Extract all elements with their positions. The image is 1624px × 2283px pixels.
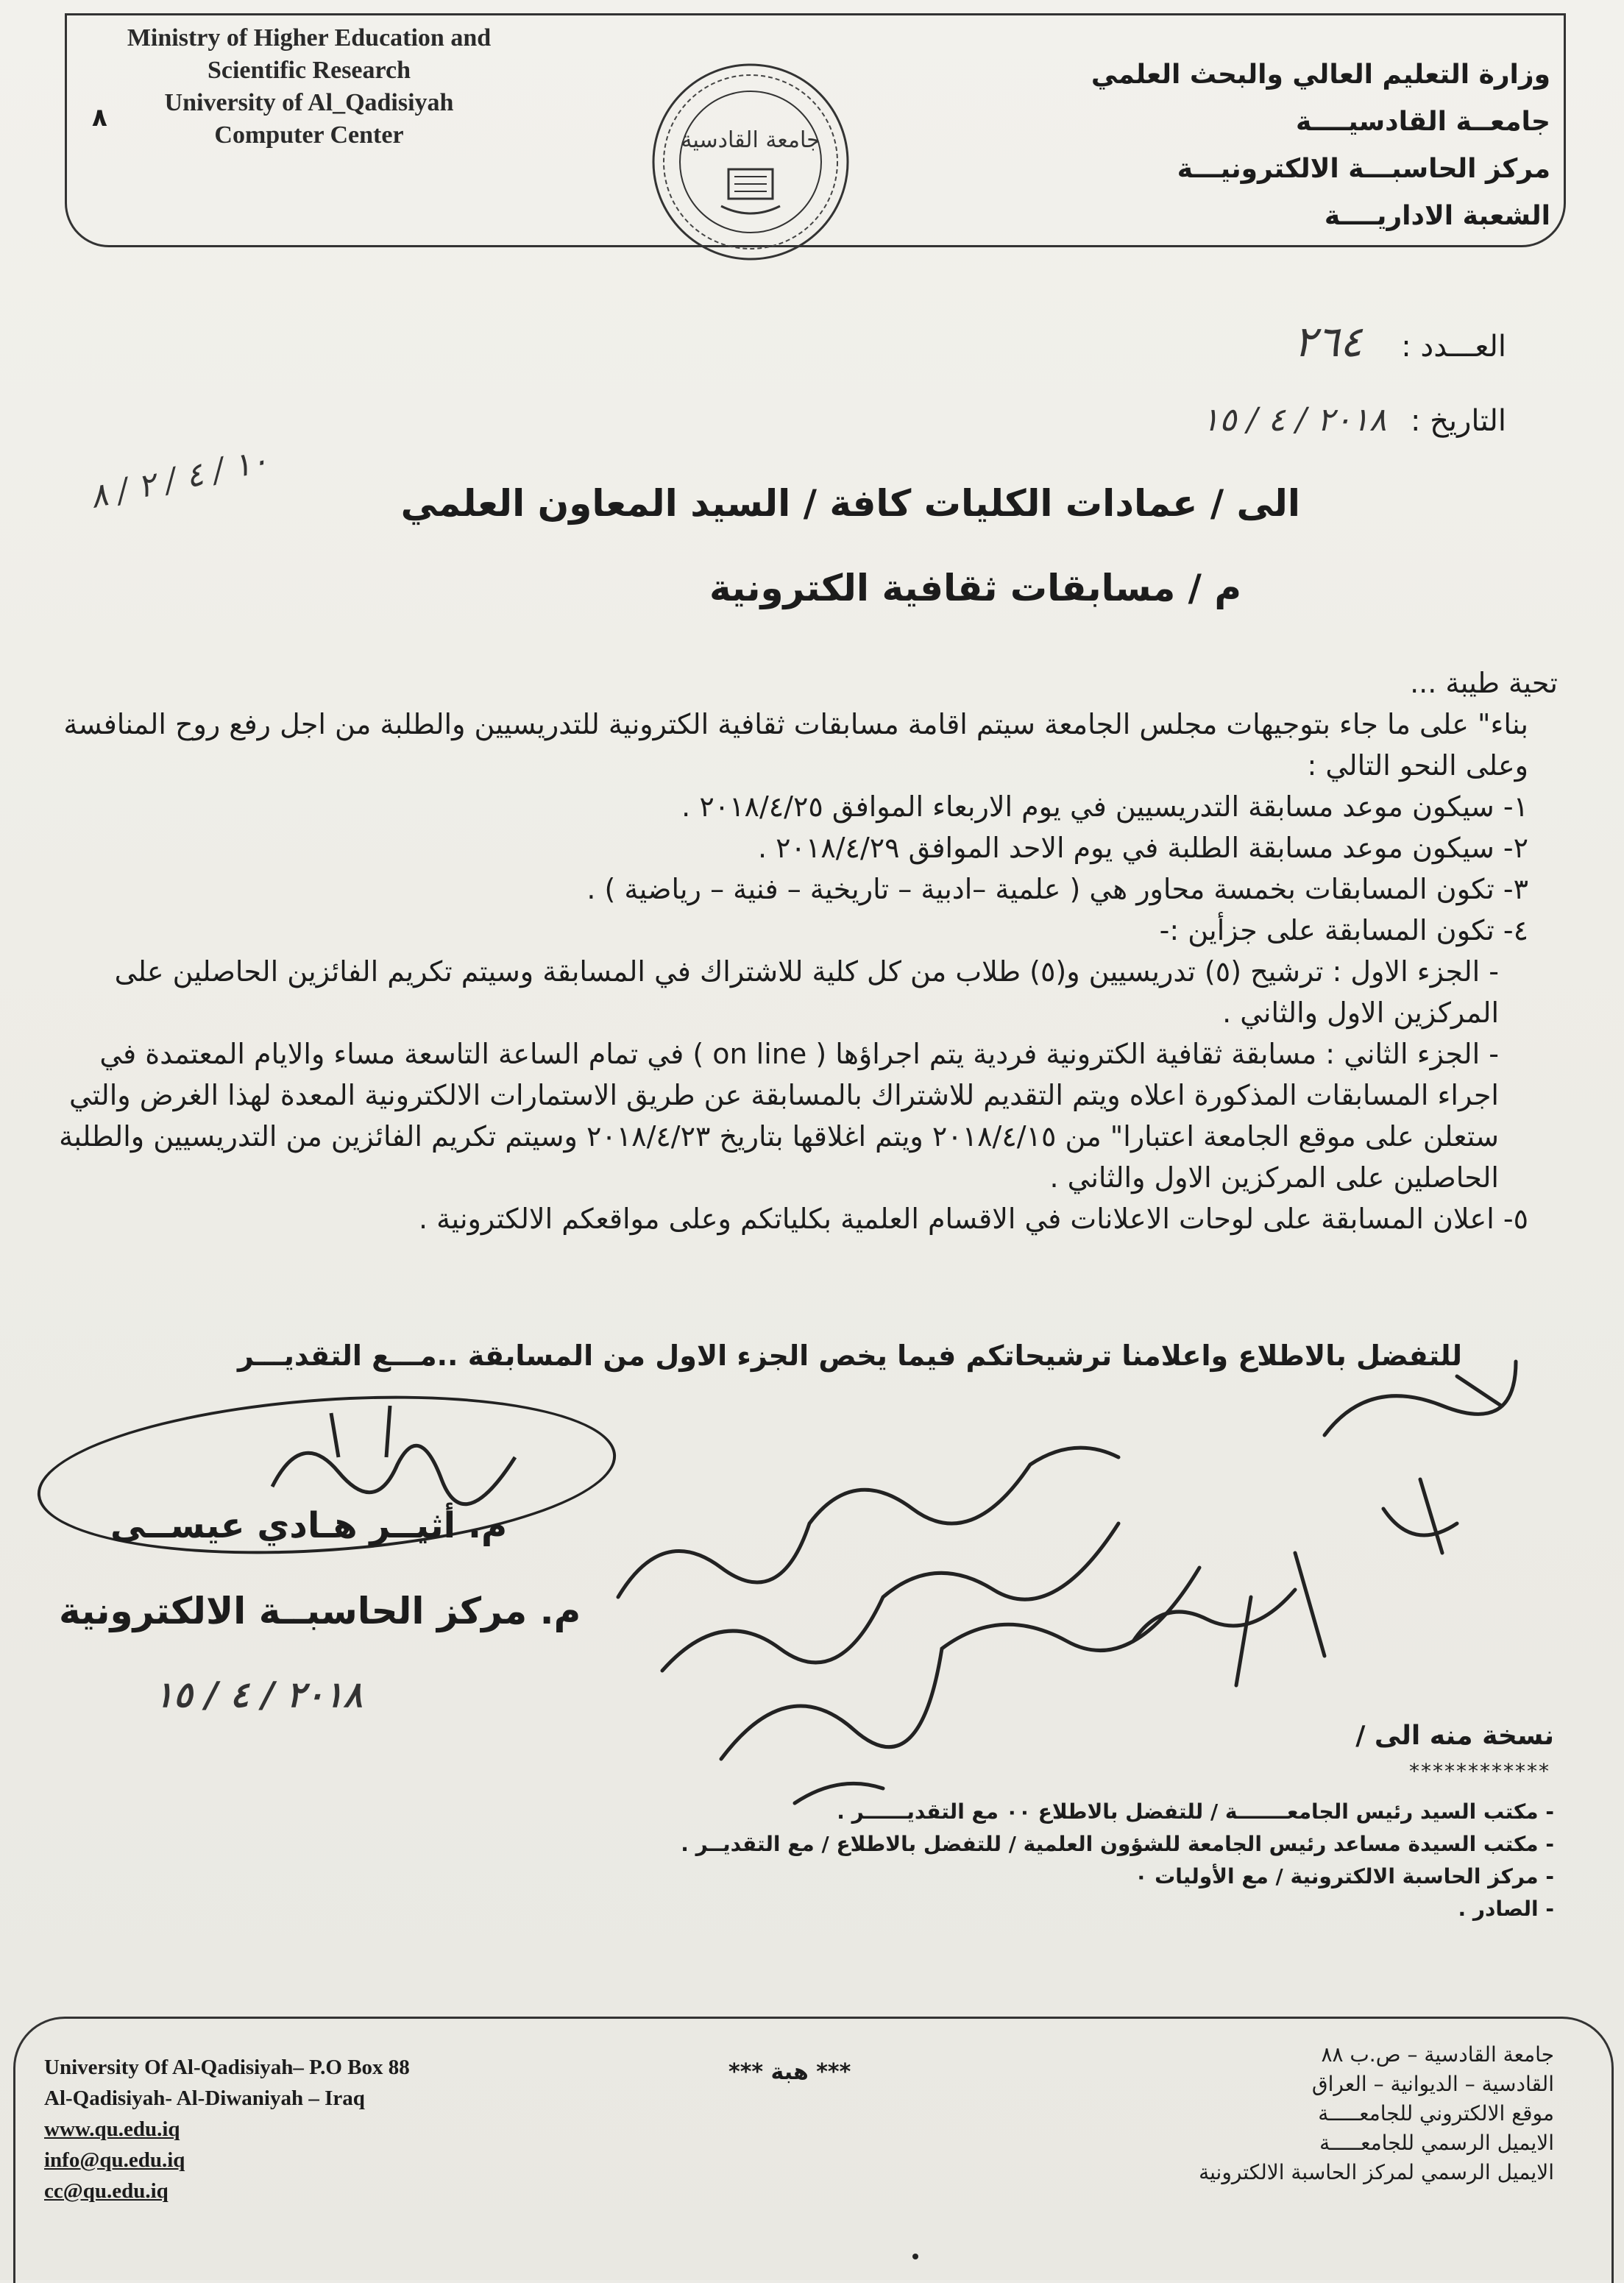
footer-english — [44, 2052, 410, 2206]
section-ar: الشعبة الاداريــــة — [1324, 201, 1550, 231]
signatory-name: م. أثيــر هـادي عيســى — [110, 1505, 508, 1546]
number-value: ٢٦٤ — [1294, 316, 1363, 367]
letter-body — [49, 662, 1558, 1239]
seal-text: جامعة القادسية — [681, 127, 820, 153]
footer-email-link[interactable]: info@qu.edu.iq — [44, 2148, 185, 2172]
number-label: العـــدد : — [1401, 330, 1506, 364]
arabic-letterhead — [888, 52, 1550, 240]
intro-paragraph: بناء" على ما جاء بتوجيهات مجلس الجامعة سيتم اقامة مسابقات ثقافية الكترونية للتدريسيين والطلبة من اجل رفع روح المنافسة وعلى النحو التالي : — [63, 708, 1528, 782]
addressee: الى / عمادات الكليات كافة / السيد المعاون العلمي — [400, 482, 1300, 525]
copy-recipient: - مكتب السيد رئيس الجامعـــــــة / للتفضل بالاطلاع ٠٠ مع التقديــــــر . — [837, 1799, 1554, 1824]
date-label: التاريخ : — [1410, 404, 1506, 438]
list-item: ٢- سيكون موعد مسابقة الطلبة في يوم الاحد الموافق ٢٠١٨/٤/٢٩ . — [757, 832, 1528, 864]
university-en: University of Al_Qadisiyah — [164, 89, 454, 116]
footer-ar-line: القادسية – الديوانية – العراق — [1311, 2072, 1554, 2096]
footer-center-text: *** هبة *** — [728, 2059, 851, 2085]
footer-website-link[interactable]: www.qu.edu.iq — [44, 2117, 180, 2141]
footer-email-link[interactable]: cc@qu.edu.iq — [44, 2179, 169, 2203]
list-item: ٤- تكون المسابقة على جزأين :- — [1159, 914, 1528, 946]
copies-list — [681, 1796, 1554, 1925]
letter-number — [1294, 316, 1506, 367]
ministry-en: Ministry of Higher Education and — [127, 24, 492, 52]
ministry-ar: وزارة التعليم العالي والبحث العلمي — [1091, 60, 1550, 90]
footer-arabic — [1199, 2040, 1554, 2187]
footer-ar-line: جامعة القادسية – ص.ب ٨٨ — [1321, 2042, 1554, 2067]
center-ar: مركز الحاسبـــة الالكترونيـــة — [1177, 154, 1550, 184]
letterhead-mark: ٨ — [92, 103, 107, 132]
decorative-dot — [912, 2254, 918, 2259]
center-en: Computer Center — [214, 121, 404, 149]
margin-handwriting: ١٠ / ٤ / ٢ / ٨ — [86, 441, 272, 517]
list-item: ٣- تكون المسابقات بخمسة محاور هي ( علمية –ادبية – تاريخية – فنية – رياضية ) . — [586, 873, 1528, 905]
list-item: ٥- اعلان المسابقة على لوحات الاعلانات في الاقسام العلمية بكلياتكم وعلى مواقعكم الالكترونية . — [418, 1203, 1528, 1235]
list-item: ١- سيكون موعد مسابقة التدريسيين في يوم الاربعاء الموافق ٢٠١٨/٤/٢٥ . — [681, 790, 1528, 823]
footer-address: University Of Al-Qadisiyah– P.O Box 88 — [44, 2056, 410, 2079]
research-en: Scientific Research — [207, 57, 411, 84]
copy-recipient: - الصادر . — [1458, 1897, 1554, 1921]
copies-title: نسخة منه الى / — [1355, 1721, 1554, 1751]
copy-recipient: - مركز الحاسبة الالكترونية / مع الأوليات ٠ — [1135, 1864, 1554, 1889]
letter-date — [1202, 401, 1506, 439]
footer-ar-line: موقع الالكتروني للجامعـــــة — [1318, 2101, 1554, 2126]
footer-city: Al-Qadisiyah- Al-Diwaniyah – Iraq — [44, 2086, 365, 2110]
english-letterhead — [44, 22, 574, 152]
part-two: - الجزء الثاني : مسابقة ثقافية الكترونية فردية يتم اجراؤها ( on line ) في تمام الساعة التاسعة مساء والايام المعتمدة في اجراء المسابقات المذكورة اعلاه ويتم التقديم للاشتراك بالمسابقة عن طريق الاستمارات الالكترونية المعدة لهذا الغرض والتي ستعلن على موقع الجامعة اعتبارا" من ٢٠١٨/٤/١٥ ويتم اغلاقها بتاريخ ٢٠١٨/٤/٢٣ وسيتم تكريم الفائزين من التدريسيين والطلبة الحاصلين على المركزين الاول والثاني . — [59, 1038, 1499, 1194]
greeting: تحية طيبة ... — [1410, 667, 1558, 699]
copies-divider: ************ — [1409, 1759, 1550, 1783]
part-one: - الجزء الاول : ترشيح (٥) تدريسيين و(٥) طلاب من كل كلية للاشتراك في المسابقة وسيتم تكريم الفائزين الحاصلين على المركزين الاول والثاني . — [114, 955, 1499, 1029]
footer-ar-line: الايميل الرسمي للجامعـــــة — [1319, 2131, 1554, 2155]
university-seal-icon — [648, 59, 854, 265]
copy-recipient: - مكتب السيدة مساعد رئيس الجامعة للشؤون العلمية / للتفضل بالاطلاع / مع التقديــر . — [681, 1832, 1554, 1856]
date-value: ٢٠١٨ / ٤ / ١٥ — [1202, 401, 1387, 439]
university-ar: جامعــة القادسيــــة — [1296, 107, 1550, 137]
footer-ar-line: الايميل الرسمي لمركز الحاسبة الالكترونية — [1199, 2160, 1554, 2184]
signatory-title: م. مركز الحاسبــة الالكترونية — [59, 1590, 581, 1632]
subject-line: م / مسابقات ثقافية الكترونية — [709, 567, 1241, 609]
closing-line: للتفضل بالاطلاع واعلامنا ترشيحاتكم فيما يخص الجزء الاول من المسابقة ..مـــع التقديـــر — [237, 1339, 1462, 1372]
signature-date: ٢٠١٨ / ٤ / ١٥ — [155, 1674, 363, 1716]
